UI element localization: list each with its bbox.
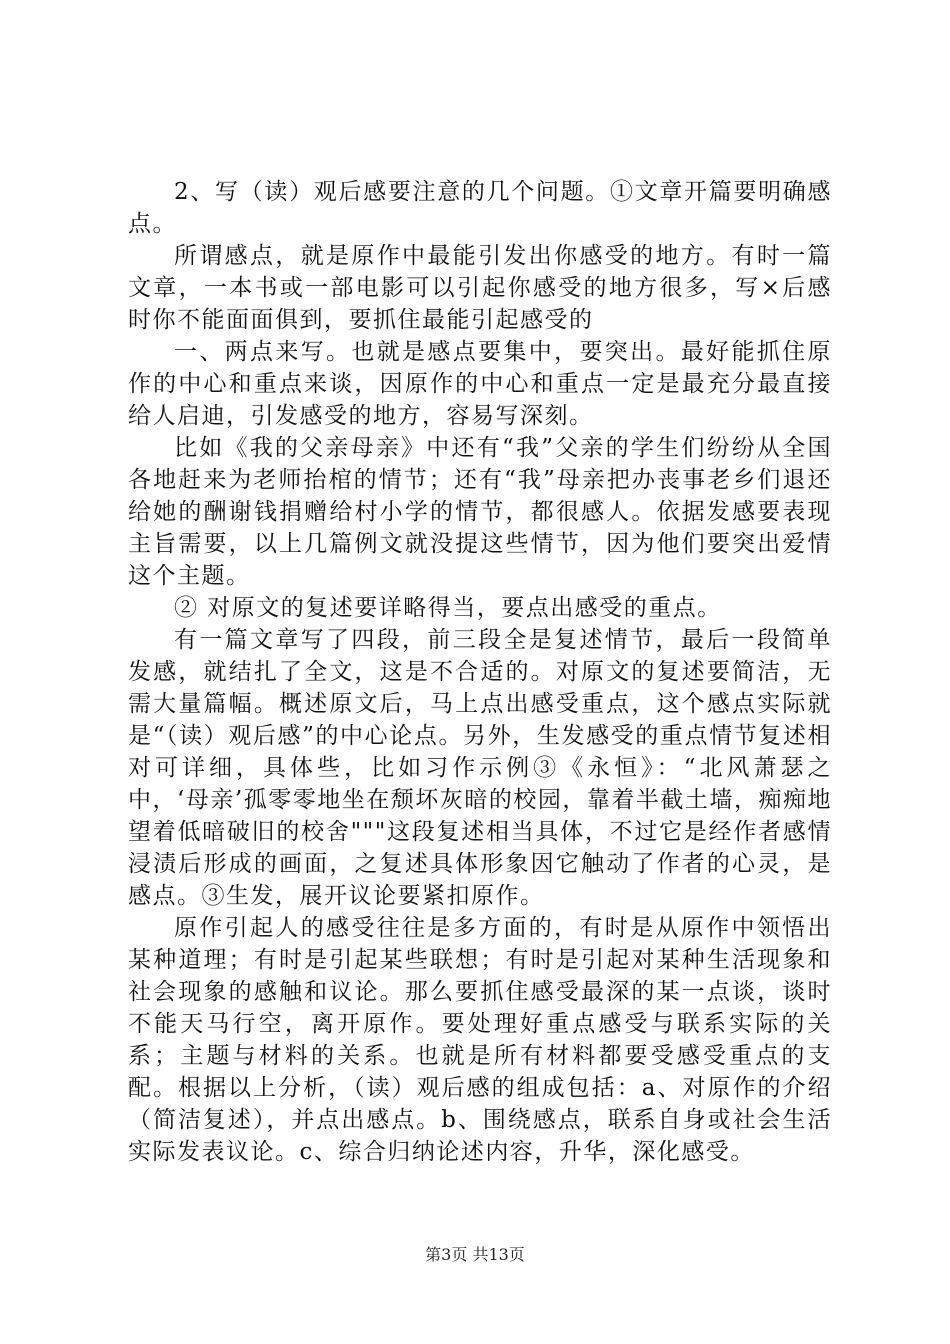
paragraph: 一、两点来写。也就是感点要集中，要突出。最好能抓住原作的中心和重点来谈，因原作的中心和重点一定是最充分最直接给人启迪，引发感受的地方，容易写深刻。 xyxy=(128,339,832,429)
page-number-footer: 第3页 共13页 xyxy=(425,1245,525,1264)
paragraph: 原作引起人的感受往往是多方面的，有时是从原作中领悟出某种道理；有时是引起某些联想；有时是引起对某种生活现象和社会现象的感触和议论。那么要抓住感受最深的某一点谈，谈时不能天马行空，离开原作。要处理好重点感受与联系实际的关系；主题与材料的关系。也就是所有材料都要受感受重点的支配。根据以上分析，（读）观后感的组成包括：a、对原作的介绍（简洁复述），并点出感点。b、围绕感点，联系自身或社会生活实际发表议论。c、综合归纳论述内容，升华，深化感受。 xyxy=(128,915,832,1165)
document-body xyxy=(128,176,832,1168)
paragraph: 有一篇文章写了四段，前三段全是复述情节，最后一段简单发感，就结扎了全文，这是不合适的。对原文的复述要简洁，无需大量篇幅。概述原文后，马上点出感受重点，这个感点实际就是“（读）观后感”的中心论点。另外，生发感受的重点情节复述相对可详细，具体些，比如习作示例③《永恒》：“北风萧瑟之中，‘母亲’孤零零地坐在颓坏灰暗的校园，靠着半截土墙，痴痴地望着低暗破旧的校舍"""这段复述相当具体，不过它是经作者感情浸渍后形成的画面，之复述具体形象因它触动了作者的心灵，是感点。③生发，展开议论要紧扣原作。 xyxy=(128,627,832,909)
paragraph: 比如《我的父亲母亲》中还有“我”父亲的学生们纷纷从全国各地赶来为老师抬棺的情节；还有“我”母亲把办丧事老乡们退还给她的酬谢钱捐赠给村小学的情节，都很感人。依据发感要表现主旨需要，以上几篇例文就没提这些情节，因为他们要突出爱情这个主题。 xyxy=(128,435,832,589)
paragraph: 2、写（读）观后感要注意的几个问题。①文章开篇要明确感点。 xyxy=(128,179,832,237)
paragraph: ② 对原文的复述要详略得当，要点出感受的重点。 xyxy=(174,595,722,621)
paragraph: 所谓感点，就是原作中最能引发出你感受的地方。有时一篇文章，一本书或一部电影可以引起你感受的地方很多，写×后感时你不能面面俱到，要抓住最能引起感受的 xyxy=(128,243,832,333)
